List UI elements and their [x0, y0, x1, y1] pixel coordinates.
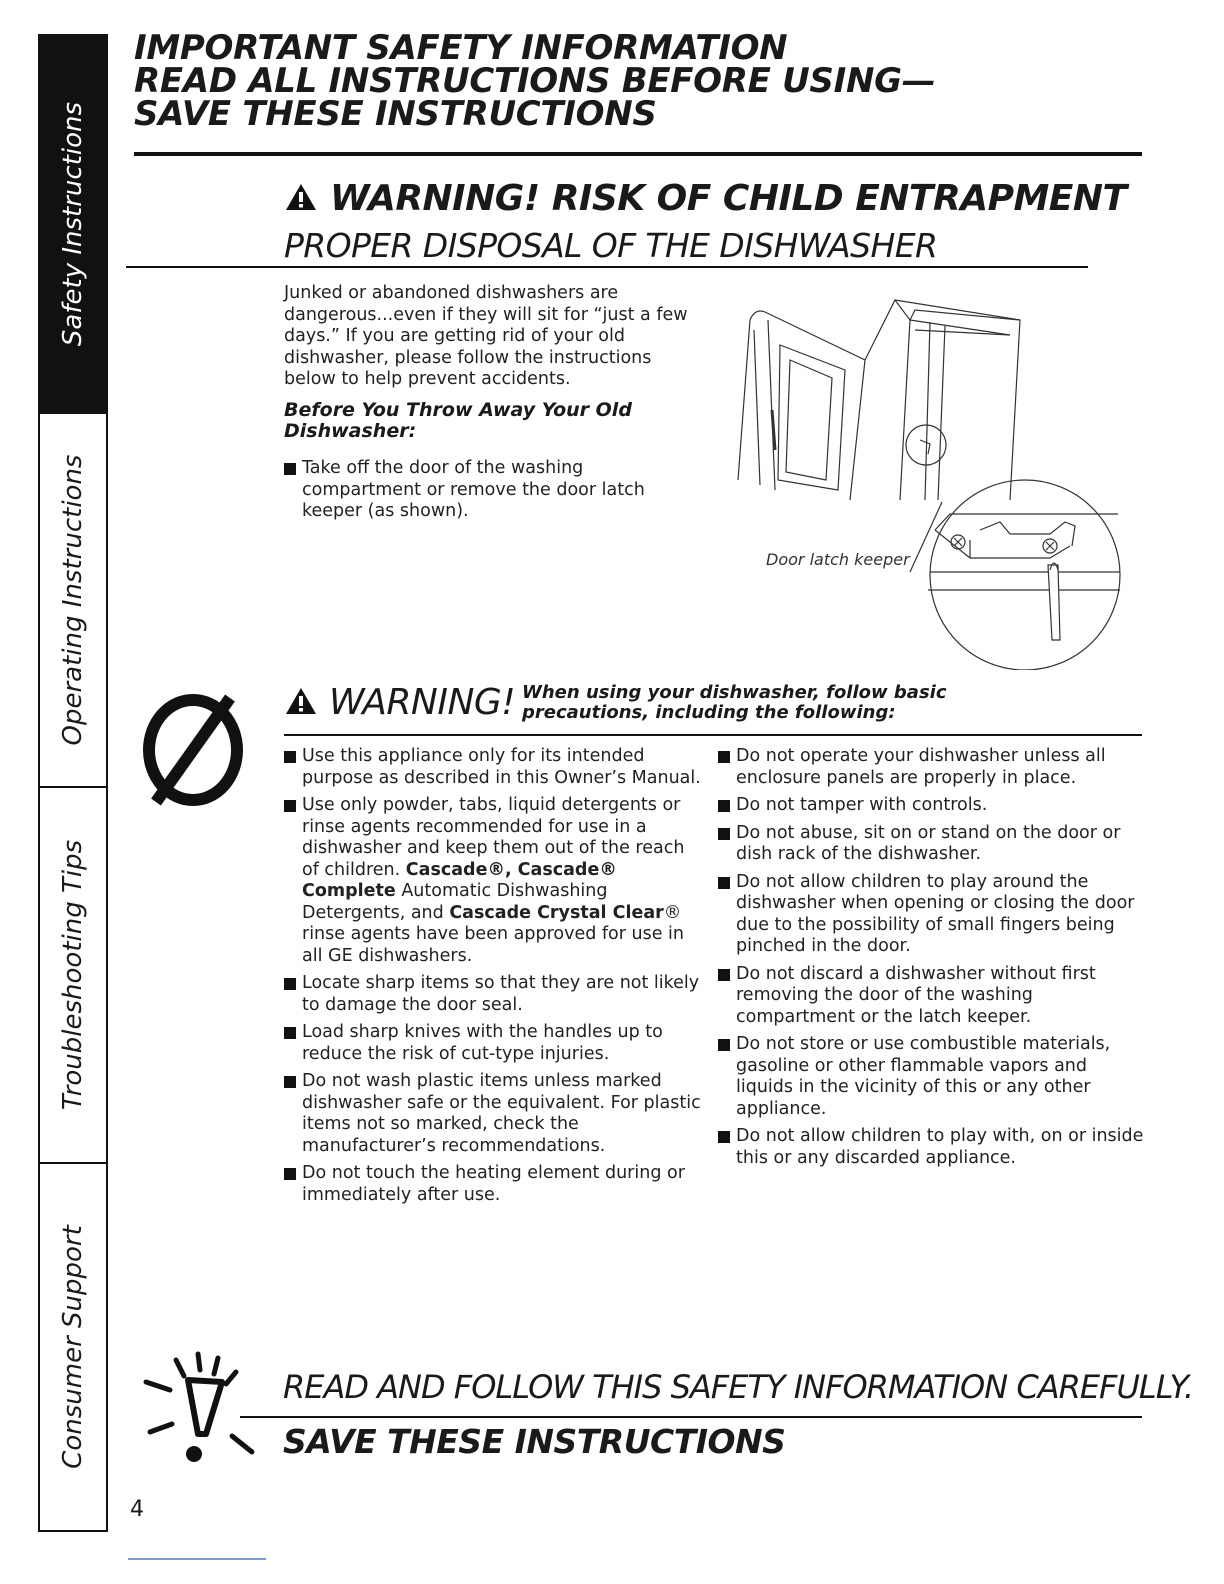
- list-item-text: ® rinse agents have been approved for use in all GE dishwashers.: [302, 902, 684, 966]
- list-item: Do not wash plastic items unless marked dishwasher safe or the equivalent. For plastic items not so marked, check the manufacturer’s recommendations.: [284, 1071, 704, 1157]
- page-header: [134, 28, 1144, 134]
- tab-troubleshooting-tips[interactable]: [40, 788, 106, 1164]
- list-item: Do not abuse, sit on or stand on the door or dish rack of the dishwasher.: [718, 823, 1148, 866]
- entrapment-warning-text: WARNING! RISK OF CHILD ENTRAPMENT: [330, 178, 1127, 219]
- disposal-intro: Junked or abandoned dishwashers are dangerous...even if they will sit for “just a few days.” If you are getting rid of your old dishwasher, please follow the instructions below to help prevent accidents.: [284, 283, 688, 389]
- list-item: Do not tamper with controls.: [718, 795, 1148, 817]
- list-item-text: Automatic Dishwashing Detergents, and: [302, 881, 608, 923]
- tab-label: Safety Instructions: [58, 101, 88, 347]
- warning-triangle-icon: [284, 686, 318, 716]
- dishwasher-door-illustration: [720, 290, 1140, 670]
- list-item-text: Use only powder, tabs, liquid detergents or rinse agents recommended for use in a dishwasher and keep them out of the reach of children.: [302, 795, 685, 880]
- header-rule: [134, 152, 1142, 156]
- list-item: Do not store or use combustible materials, gasoline or other flammable vapors and liquids in the vicinity of this or any other appliance.: [718, 1034, 1148, 1120]
- header-line-3: SAVE THESE INSTRUCTIONS: [134, 94, 657, 134]
- list-item: Use this appliance only for its intended purpose as described in this Owner’s Manual.: [284, 746, 704, 789]
- list-item: [284, 795, 704, 967]
- general-warning-note: When using your dishwasher, follow basic precautions, including the following:: [522, 682, 947, 723]
- page-number: 4: [130, 1497, 144, 1522]
- list-item: Do not discard a dishwasher without first removing the door of the washing compartment or the latch keeper.: [718, 964, 1148, 1029]
- tab-operating-instructions[interactable]: [40, 414, 106, 788]
- precautions-right-list: [718, 746, 1148, 1175]
- section1-rule: [126, 266, 1088, 268]
- illustration-caption: Door latch keeper: [766, 550, 910, 569]
- exclamation-alert-icon: [136, 1350, 266, 1470]
- entrapment-warning-title: [284, 178, 1127, 219]
- brand-name: Cascade®, Cascade® Complete: [302, 859, 617, 901]
- footer-link-bar: [128, 1558, 266, 1560]
- list-item: Do not touch the heating element during or immediately after use.: [284, 1163, 704, 1206]
- list-item: Do not allow children to play around the dishwasher when opening or closing the door due to the possibility of small fingers being pinched in the door.: [718, 872, 1148, 958]
- list-item: Take off the door of the washing compartment or remove the door latch keeper (as shown).: [284, 458, 704, 523]
- footer-save-instructions: SAVE THESE INSTRUCTIONS: [283, 1422, 786, 1461]
- warning-triangle-icon: [284, 182, 318, 212]
- section2-rule: [284, 734, 1142, 736]
- prohibition-icon: [138, 690, 248, 812]
- header-line-1: IMPORTANT SAFETY INFORMATION: [134, 28, 788, 68]
- list-item: Load sharp knives with the handles up to reduce the risk of cut-type injuries.: [284, 1022, 704, 1065]
- precautions-left-list: [284, 746, 704, 1212]
- list-item: Locate sharp items so that they are not likely to damage the door seal.: [284, 973, 704, 1016]
- general-warning-title: [284, 682, 515, 723]
- disposal-subhead: Before You Throw Away Your Old Dishwasher:: [284, 399, 632, 442]
- brand-name: Cascade Crystal Clear: [449, 902, 664, 923]
- list-item: Do not operate your dishwasher unless all enclosure panels are properly in place.: [718, 746, 1148, 789]
- header-line-2: READ ALL INSTRUCTIONS BEFORE USING—: [134, 61, 936, 101]
- disposal-subtitle: PROPER DISPOSAL OF THE DISHWASHER: [284, 226, 938, 265]
- disposal-bullets: [284, 458, 704, 529]
- tab-safety-instructions[interactable]: [40, 36, 106, 414]
- general-warning-text: WARNING!: [328, 682, 516, 723]
- tab-label: Operating Instructions: [58, 454, 88, 746]
- sidebar-tabs: [38, 34, 108, 1532]
- tab-label: Troubleshooting Tips: [58, 839, 88, 1111]
- tab-consumer-support[interactable]: [40, 1164, 106, 1530]
- list-item: Do not allow children to play with, on or inside this or any discarded appliance.: [718, 1126, 1148, 1169]
- footer-read-follow: READ AND FOLLOW THIS SAFETY INFORMATION CAREFULLY.: [283, 1368, 1194, 1406]
- footer-rule: [240, 1416, 1142, 1418]
- tab-label: Consumer Support: [58, 1225, 88, 1469]
